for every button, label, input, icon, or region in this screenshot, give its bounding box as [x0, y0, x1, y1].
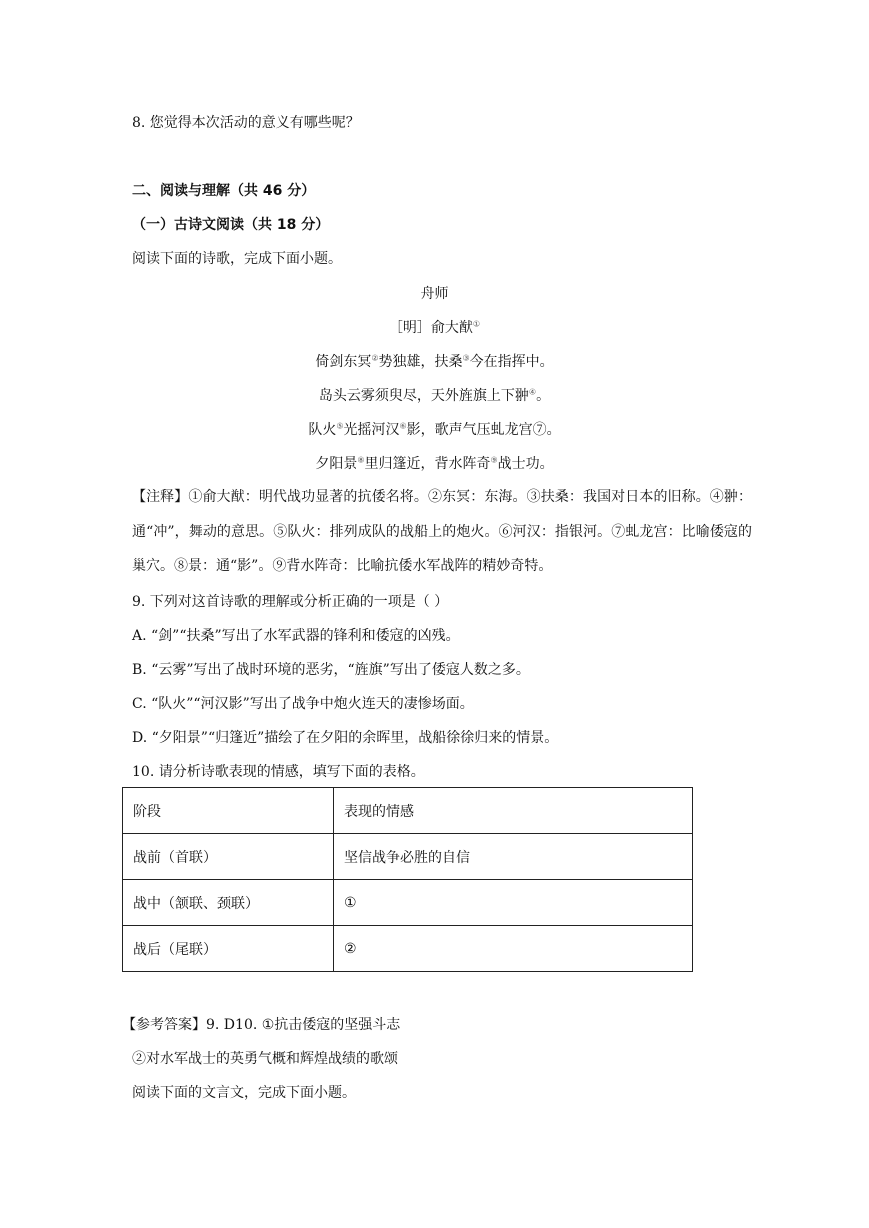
question-10-stem: 10. 请分析诗歌表现的情感，填写下面的表格。 — [132, 764, 425, 780]
poem-line-3: 队火⑤光摇河汉⑥影，歌声气压虬龙宫⑦。 — [308, 421, 561, 438]
poem-title: 舟师 — [420, 286, 449, 302]
question-9-stem: 9. 下列对这首诗歌的理解或分析正确的一项是（ ） — [132, 594, 449, 610]
emotion-table — [122, 787, 693, 972]
table-cell: 战中（颔联、颈联） — [123, 880, 334, 926]
section-heading-reading: 二、阅读与理解（共 46 分） — [132, 183, 316, 199]
subsection-heading-poetry: （一）古诗文阅读（共 18 分） — [132, 217, 330, 233]
poem-line-1: 倚剑东冥②势独雄，扶桑③今在指挥中。 — [315, 353, 554, 370]
instruction-poem: 阅读下面的诗歌，完成下面小题。 — [132, 251, 342, 267]
table-cell: ② — [334, 926, 693, 972]
table-cell: 阶段 — [123, 788, 334, 834]
instruction-classical-text: 阅读下面的文言文，完成下面小题。 — [132, 1085, 356, 1101]
table-row — [123, 788, 693, 834]
table-cell: 表现的情感 — [334, 788, 693, 834]
question-8: 8. 您觉得本次活动的意义有哪些呢？ — [132, 115, 360, 131]
table-row — [123, 834, 693, 880]
table-row — [123, 926, 693, 972]
table-cell: 战后（尾联） — [123, 926, 334, 972]
table-cell: 坚信战争必胜的自信 — [334, 834, 693, 880]
reference-answer-line-2: ②对水军战士的英勇气概和辉煌战绩的歌颂 — [132, 1051, 398, 1067]
reference-answer-line-1: 【参考答案】9. D10. ①抗击倭寇的坚强斗志 — [122, 1017, 401, 1033]
question-9-option-a: A. “剑”“扶桑”写出了水军武器的锋利和倭寇的凶残。 — [132, 628, 460, 644]
poem-line-2: 岛头云雾须臾尽，天外旌旗上下翀④。 — [318, 387, 551, 404]
question-9-option-d: D. “夕阳景”“归篷近”描绘了在夕阳的余晖里，战船徐徐归来的情景。 — [132, 730, 559, 746]
poem-line-4: 夕阳景⑧里归篷近，背水阵奇⑨战士功。 — [315, 455, 554, 472]
table-row — [123, 880, 693, 926]
poem-author: ［明］俞大猷① — [388, 319, 481, 336]
question-9-option-b: B. “云雾”写出了战时环境的恶劣，“旌旗”写出了倭寇人数之多。 — [132, 662, 530, 678]
table-cell: 战前（首联） — [123, 834, 334, 880]
table-cell: ① — [334, 880, 693, 926]
question-9-option-c: C. “队火”“河汉影”写出了战争中炮火连天的凄惨场面。 — [132, 696, 474, 712]
poem-notes: 【注释】①俞大猷：明代战功显著的抗倭名将。②东冥：东海。③扶桑：我国对日本的旧称。④翀：通“冲”，舞动的意思。⑤队火：排列成队的战船上的炮火。⑥河汉：指银河。⑦虬龙宫：比喻倭寇的巢穴。⑧景：通“影”。⑨背水阵奇：比喻抗倭水军战阵的精妙奇特。 — [132, 489, 752, 574]
